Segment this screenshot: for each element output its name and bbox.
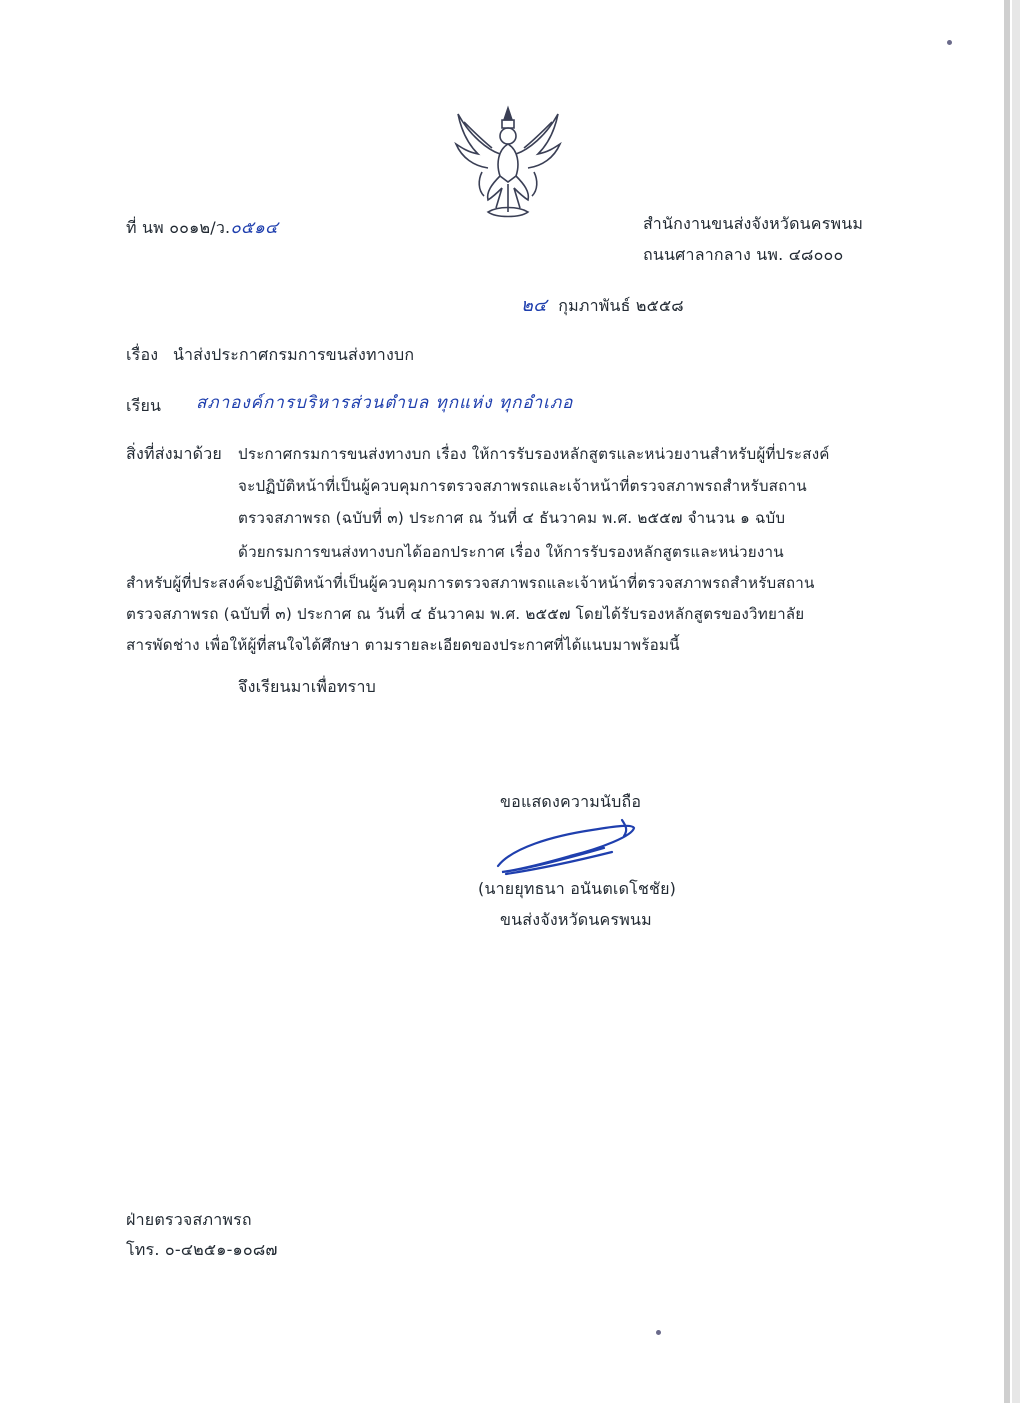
date-month-year: กุมภาพันธ์ ๒๕๕๘ <box>558 296 684 315</box>
body-line-1: ด้วยกรมการขนส่งทางบกได้ออกประกาศ เรื่อง ให้การรับรองหลักสูตรและหน่วยงาน <box>238 543 784 561</box>
enclosure-label: สิ่งที่ส่งมาด้วย <box>126 444 222 463</box>
phone-number: โทร. ๐-๔๒๕๑-๑๐๘๗ <box>126 1240 278 1259</box>
scan-edge <box>1004 0 1010 1403</box>
reference-number-printed: ที่ นพ ๐๐๑๒/ว. <box>126 218 231 237</box>
recipient-handwritten: สภาองค์การบริหารส่วนตำบล ทุกแห่ง ทุกอำเภอ <box>196 393 574 413</box>
body-line-2: สำหรับผู้ที่ประสงค์จะปฏิบัติหน้าที่เป็นผู้ควบคุมการตรวจสภาพรถและเจ้าหน้าที่ตรวจสภาพรถสำหรับสถาน <box>126 574 815 592</box>
enclosure-line-1: ประกาศกรมการขนส่งทางบก เรื่อง ให้การรับรองหลักสูตรและหน่วยงานสำหรับผู้ที่ประสงค์ <box>238 445 830 463</box>
scan-speck <box>947 40 952 45</box>
regards: ขอแสดงความนับถือ <box>500 792 642 811</box>
body-line-3: ตรวจสภาพรถ (ฉบับที่ ๓) ประกาศ ณ วันที่ ๔ ธันวาคม พ.ศ. ๒๕๕๗ โดยได้รับรองหลักสูตรของวิทยาลัย <box>126 605 805 623</box>
handwritten-signature <box>492 808 652 888</box>
letter-date <box>521 296 684 316</box>
reference-number <box>126 218 278 238</box>
office-address: ถนนศาลากลาง นพ. ๔๘๐๐๐ <box>643 245 844 264</box>
enclosure-line-2: จะปฏิบัติหน้าที่เป็นผู้ควบคุมการตรวจสภาพรถและเจ้าหน้าที่ตรวจสภาพรถสำหรับสถาน <box>238 477 807 495</box>
signatory-name: (นายยุทธนา อนันตเดโชชัย) <box>478 879 677 898</box>
signatory-title: ขนส่งจังหวัดนครพนม <box>500 910 652 929</box>
enclosure-line-3: ตรวจสภาพรถ (ฉบับที่ ๓) ประกาศ ณ วันที่ ๔ ธันวาคม พ.ศ. ๒๕๕๗ จำนวน ๑ ฉบับ <box>238 509 786 527</box>
date-day-handwritten: ๒๔ <box>521 295 547 316</box>
scan-edge-outer <box>1012 0 1020 1403</box>
subject-text: นำส่งประกาศกรมการขนส่งทางบก <box>173 345 415 364</box>
department: ฝ่ายตรวจสภาพรถ <box>126 1210 252 1229</box>
garuda-emblem-icon <box>448 100 568 225</box>
reference-number-handwritten: ๐๕๑๔ <box>230 218 279 238</box>
subject-label: เรื่อง <box>126 345 159 364</box>
scan-speck <box>656 1330 661 1335</box>
body-line-4: สารพัดช่าง เพื่อให้ผู้ที่สนใจได้ศึกษา ตามรายละเอียดของประกาศที่ได้แนบมาพร้อมนี้ <box>126 636 680 654</box>
office-name: สำนักงานขนส่งจังหวัดนครพนม <box>643 214 864 233</box>
recipient-label: เรียน <box>126 396 162 415</box>
closing-line: จึงเรียนมาเพื่อทราบ <box>238 677 376 696</box>
